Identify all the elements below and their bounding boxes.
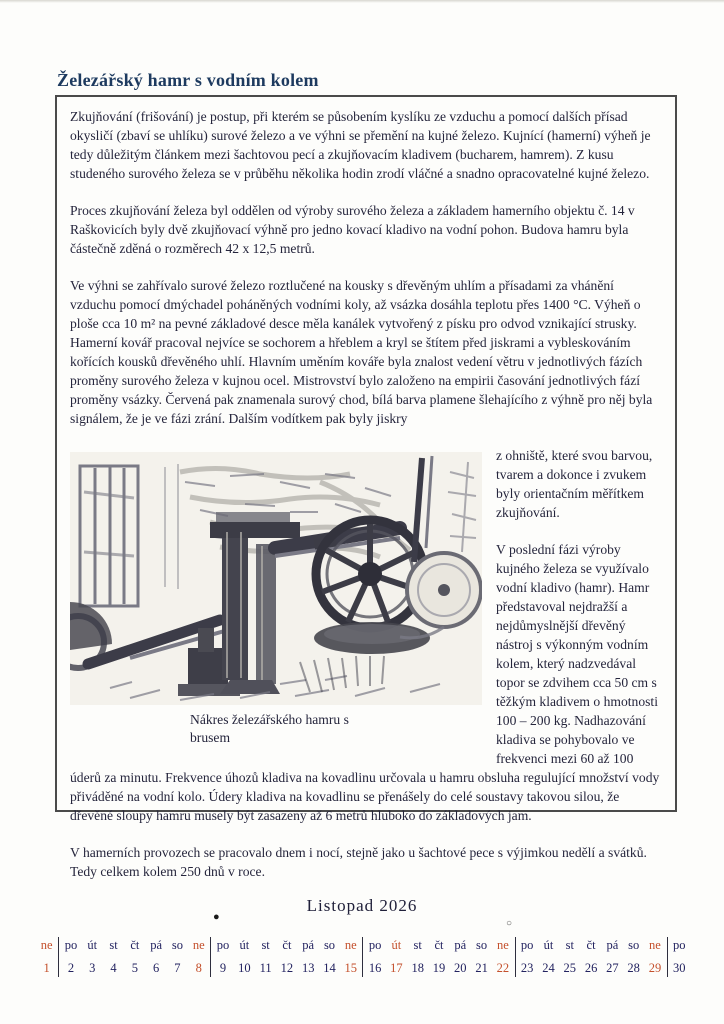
day-label: po [64,938,78,952]
day-number: 1 [43,961,50,975]
calendar-day-11 [255,936,276,978]
bullet-mark: ● [213,911,220,923]
day-number: 7 [174,961,181,975]
calendar-day-21 [471,936,492,978]
page-title: Železářský hamr s vodním kolem [57,70,319,91]
day-label: ne [192,938,205,952]
calendar-day-14 [319,936,340,978]
calendar-day-5 [124,936,145,978]
day-number: 8 [195,961,202,975]
day-label: út [391,938,402,952]
day-label: pá [150,938,163,952]
day-number: 18 [411,961,424,975]
day-number: 24 [542,961,555,975]
calendar-row [36,936,690,978]
calendar-day-7 [167,936,188,978]
calendar-day-2 [60,936,81,978]
day-number: 15 [344,961,358,975]
figure-caption: Nákres železářského hamru s brusem [190,712,349,745]
day-label: út [239,938,250,952]
calendar-day-29 [644,936,665,978]
day-label: út [543,938,554,952]
calendar-day-22 [492,936,513,978]
paragraph-kladivo: V poslední fázi výroby kujného železa se využívalo vodní kladivo (hamr). Hamr představoval nejdražší a nejdůmyslnější dřevěný nástroj s výkonným vodním kolem, který nadzvedával topor se zdvihem cca 50 cm s těžkým kladivem o hmotnosti 100 – 200 kg. Nadhazování kladiva se pohybovalo ve frekvenci mezi 60 až 100 úderů za minutu. Frekvence úhozů kladiva na kovadlinu určovala u hamru obsluha regulující množství vody přiváděné na vodní kolo. Údery kladiva na kovadlinu se přenášely do celé soustavy takovou silou, že dřevěné sloupy hamru musely být zasazeny až 6 metrů hluboko do základových jam. [70,542,660,823]
day-label: pá [606,938,619,952]
calendar-day-15 [340,936,361,978]
day-label: po [520,938,534,952]
day-label: čt [282,938,292,952]
day-label: pá [454,938,467,952]
day-label: čt [586,938,596,952]
circle-mark: ○ [506,918,513,929]
calendar-day-28 [623,936,644,978]
day-label: st [565,938,574,952]
day-number: 11 [259,961,272,975]
day-number: 22 [496,961,510,975]
day-label: čt [434,938,444,952]
day-label: po [673,938,686,952]
calendar-day-18 [407,936,428,978]
day-number: 5 [131,961,138,975]
week-separator [210,937,211,977]
day-number: 10 [238,961,251,975]
calendar-day-3 [82,936,103,978]
calendar-day-6 [145,936,166,978]
day-number: 3 [89,961,96,975]
day-label: po [368,938,382,952]
day-label: st [413,938,422,952]
week-separator [667,937,668,977]
day-number: 23 [520,961,534,975]
day-label: st [261,938,270,952]
calendar-month-title: Listopad 2026 [306,896,418,915]
calendar-day-26 [580,936,601,978]
calendar-day-17 [386,936,407,978]
calendar-day-4 [103,936,124,978]
day-label: ne [344,938,357,952]
calendar-day-8 [188,936,209,978]
calendar-day-27 [602,936,623,978]
week-separator [515,937,516,977]
day-number: 21 [475,961,488,975]
day-number: 4 [110,961,117,975]
paragraph-proces: Proces zkujňování železa byl oddělen od výroby surového železa a základem hamerního objektu č. 14 v Raškovicích byly dvě zkujňovací výhně pro jedno kovací kladivo na vodní pohon. Budova hamru byla částečně zděná o rozměrech 42 x 12,5 metrů. [70,203,635,256]
scan-edge [0,0,724,3]
calendar-day-25 [559,936,580,978]
calendar-day-10 [234,936,255,978]
day-number: 30 [673,961,686,975]
day-label: ne [649,938,661,952]
hamr-sketch-image [70,452,482,705]
day-label: ne [496,938,509,952]
calendar-day-20 [450,936,471,978]
paragraph-zkujnovani: Zkujňování (frišování) je postup, při kterém se působením kyslíku ze vzduchu a pomocí dalších přísad okysličí (zbaví se uhlíku) surové železo a ve výhni se přemění na kujné železo. Kujnící (hamerní) výheň je tedy důležitým článkem mezi šachtovou pecí a zkujňovacím kladivem (bucharem, hamrem). Z kusu studeného surového železa se v průběhu několika hodin zrodí vláčné a snadno opracovatelné kujné železo. [70,109,651,181]
article-text-box [55,95,677,879]
day-label: so [628,938,640,952]
calendar-day-24 [538,936,559,978]
day-number: 20 [454,961,467,975]
paragraph-vyhen: Ve výhni se zahřívalo surové železo roztlučené na kousky s dřevěným uhlím a přísadami za vhánění vzduchu pomocí dmýchadel poháněných vodními koly, až vsázka dosáhla teplotu přes 1400 °C. Výheň o ploše cca 10 m² na pevné základové desce měla kanálek vytvořený z písku pro odvod vznikající strusky. Hamerní kovář pracoval nejvíce se sochorem a hřeblem a kryl se štítem před jiskrami a vybleskováním kořících kousků dřevěného uhlí. Hlavním uměním kováře byla znalost vedení větru v jednotlivých fázích proměny surového železa v kujnou ocel. Mistrovství bylo založeno na empirii časování jednotlivých fází proměny vsázky. Červená pak znamenala surový chod, bílá barva plamene šlehajícího z výhně pro něj byla signálem, že je ve fázi zrání. Dalším vodítkem pak byly jiskry [70,278,653,426]
calendar-day-23 [517,936,538,978]
day-number: 26 [584,961,598,975]
day-number: 14 [323,961,336,975]
hamr-sketch-figure [70,452,482,747]
paragraph-provoz: V hamerních provozech se pracovalo dnem i nocí, stejně jako u šachtové pece s výjimkou nedělí a svátků. Tedy celkem kolem 250 dnů v roce. [70,845,647,879]
day-number: 2 [67,961,75,975]
day-number: 13 [301,961,315,975]
day-label: so [476,938,488,952]
calendar-day-19 [428,936,449,978]
day-number: 27 [606,961,619,975]
day-label: so [171,938,183,952]
day-label: út [87,938,98,952]
day-label: pá [302,938,315,952]
day-number: 29 [648,961,662,975]
day-number: 16 [368,961,382,975]
calendar-day-12 [276,936,297,978]
week-separator [58,937,59,977]
day-label: čt [130,938,140,952]
day-number: 9 [219,961,227,975]
day-label: ne [40,938,53,952]
calendar-day-9 [212,936,233,978]
calendar-day-1 [36,936,57,978]
day-number: 12 [280,961,294,975]
day-number: 17 [390,961,403,975]
day-number: 19 [432,961,446,975]
day-number: 25 [563,961,577,975]
calendar-day-13 [298,936,319,978]
calendar-day-30 [669,936,690,978]
day-number: 6 [153,961,160,975]
week-separator [362,937,363,977]
day-label: st [109,938,118,952]
day-label: so [323,938,336,952]
day-label: po [216,938,230,952]
day-number: 28 [627,961,640,975]
paragraph-ohniste: z ohniště, které svou barvou, tvarem a dokonce i zvukem byly orientačním měřítkem zkujňování. [496,448,653,520]
calendar-day-16 [364,936,385,978]
